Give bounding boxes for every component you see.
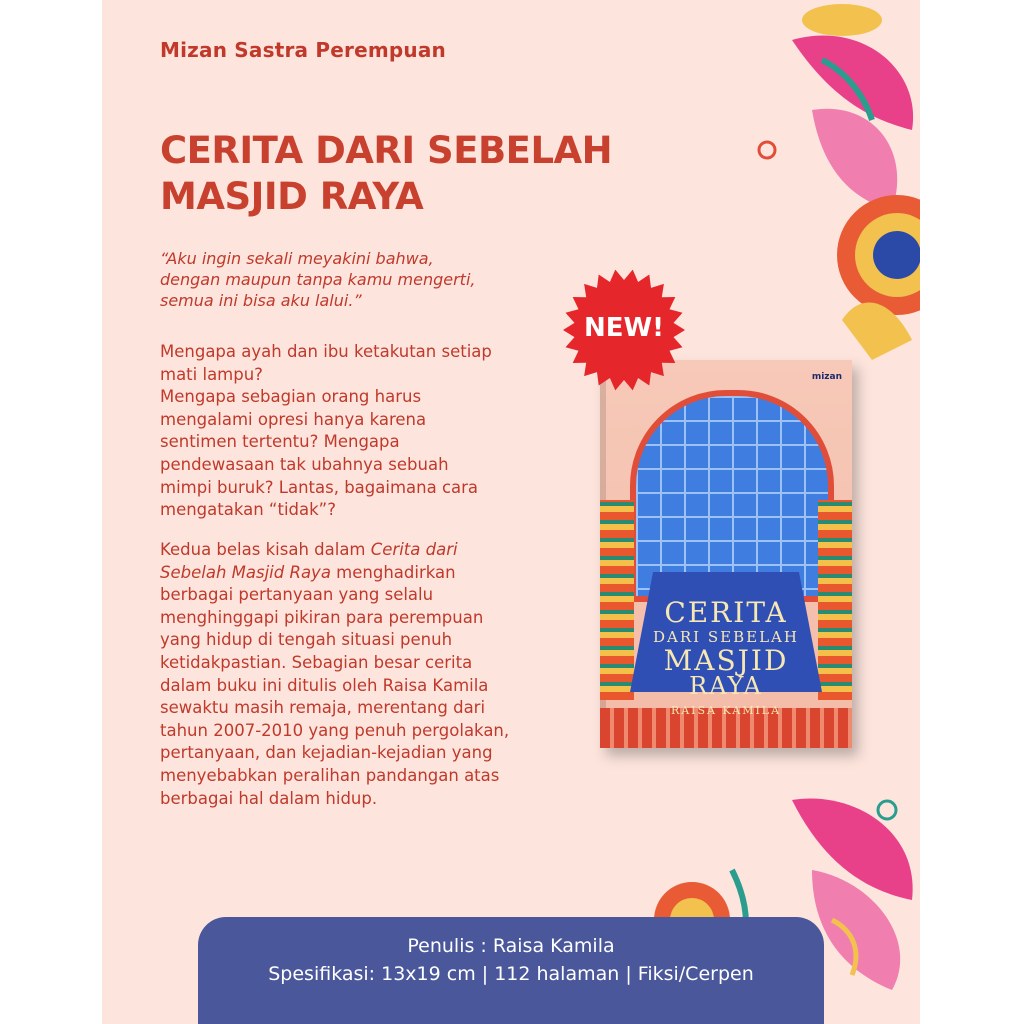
book-title-line-2: MASJID RAYA bbox=[160, 175, 424, 218]
book-cover-author: RAISA KAMILA bbox=[670, 704, 782, 717]
quote-text: “Aku ingin sekali meyakini bahwa, dengan maupun tanpa kamu mengerti, semua ini bisa aku lalui.” bbox=[160, 249, 476, 310]
synopsis-paragraph-1: Mengapa ayah dan ibu ketakutan setiap mati lampu? Mengapa sebagian orang harus mengalami opresi hanya karena sentimen tertentu? Mengapa pendewasaan tak ubahnya sebuah mimpi buruk? Lantas, bagaimana cara mengatakan “tidak”? bbox=[160, 342, 492, 520]
imprint-label: Mizan Sastra Perempuan bbox=[160, 38, 446, 62]
footer-info-bar bbox=[198, 917, 824, 1024]
poster-panel bbox=[102, 0, 920, 1024]
new-badge-label: NEW! bbox=[583, 313, 665, 343]
book-cover-title-4: RAYA bbox=[689, 672, 763, 700]
footer-author: Penulis : Raisa Kamila bbox=[407, 935, 615, 957]
book-cover-window-illustration bbox=[630, 390, 834, 602]
book-title-line-1: CERITA DARI SEBELAH bbox=[160, 129, 613, 172]
synopsis-paragraph-2 bbox=[160, 539, 600, 810]
book-cover-title-2: DARI SEBELAH bbox=[653, 628, 799, 646]
synopsis-book-title: Cerita dari Sebelah Masjid Raya bbox=[160, 540, 458, 582]
floral-ornament-top bbox=[722, 0, 920, 380]
book-title bbox=[160, 128, 680, 220]
synopsis-text-start: Kedua belas kisah dalam bbox=[160, 540, 371, 559]
book-cover-title-1: CERITA bbox=[664, 596, 788, 629]
book-cover bbox=[600, 360, 852, 748]
footer-specification: Spesifikasi: 13x19 cm | 112 halaman | Fiksi/Cerpen bbox=[268, 963, 754, 985]
synopsis-text-end: menghadirkan berbagai pertanyaan yang selalu menghinggapi pikiran para perempuan yang hidup di tengah situasi penuh ketidakpastian. Sebagian besar cerita dalam buku ini ditulis oleh Raisa Kamila sewaktu masih remaja, merentang dari tahun 2007-2010 yang penuh pergolakan, pertanyaan, dan kejadian-kejadian yang menyebabkan peralihan pandangan atas berbagai hal dalam hidup. bbox=[160, 562, 510, 808]
book-cover-window-grid bbox=[636, 396, 828, 596]
book-cover-title-3: MASJID bbox=[663, 644, 789, 677]
book-cover-brand: mizan bbox=[811, 372, 842, 382]
